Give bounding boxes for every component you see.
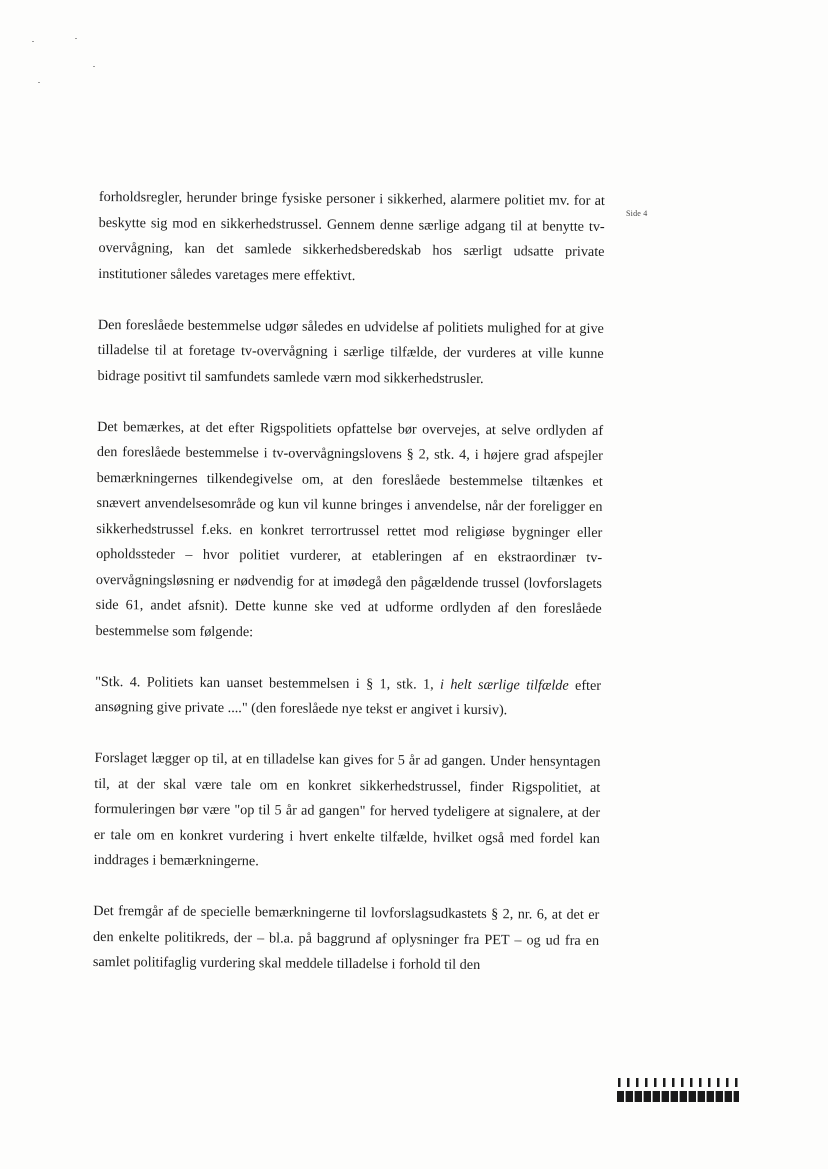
scan-speck [32,41,34,42]
paragraph: Det fremgår af de specielle bemærkningerne til lovforslagsudkastets § 2, nr. 6, at det er den enkelte politikreds, der – bl.a. på baggrund af oplysninger fra PET – og ud fra en samlet politifaglig vurdering skal meddele tilladelse i forhold til den [92,902,600,974]
barcode-mark [616,1074,740,1104]
page-number: Side 4 [626,209,648,218]
quote-text: "Stk. 4. Politiets kan uanset bestemmelsen i § 1, stk. 1, [95,673,441,693]
quote-text-end: efter ansøgning give private ...." (den foreslåede nye tekst er angivet i kursiv). [94,677,602,719]
quote-italic-text: i helt særlige tilfælde [439,676,569,694]
paragraph: Det bemærkes, at det efter Rigspolitiets opfattelse bør overvejes, at selve ordlyden af den foreslåede bestemmelse i tv-overvågningslovens § 2, stk. 4, i højere grad afspejler bemærkningernes tilkendegivelse om, at den foreslåede bestemmelse tiltænkes et snævert anvendelsesområde og kun vil kunne bringes i anvendelse, når der foreligger en sikkerhedstrussel f.eks. en konkret terrortrussel rettet mod religiøse bygninger eller opholdssteder – hvor politiet vurderer, at etableringen af en ekstraordinær tv-overvågningsløsning er nødvendig for at imødegå den pågældende trussel (lovforslagets side 61, andet afsnit). Dette kunne ske ved at udforme ordlyden af den foreslåede bestemmelse som følgende: [95,418,604,640]
scan-speck [75,38,77,39]
document-body [93,185,605,979]
scan-speck [93,66,95,67]
scan-speck [38,82,40,83]
paragraph: Den foreslåede bestemmelse udgør således en udvidelse af politiets mulighed for at give tilladelse til at foretage tv-overvågning i særlige tilfælde, der vurderes at ville kunne bidrage positivt til samfundets samlede værn mod sikkerhedstrusler. [97,316,604,387]
paragraph: forholdsregler, herunder bringe fysiske personer i sikkerhed, alarmere politiet mv. for at beskytte sig mod en sikkerhedstrussel. Gennem denne særlige adgang til at benytte tv-overvågning, kan det samlede sikkerhedsberedskab hos særligt udsatte private institutioner således varetages mere effektivt. [98,188,605,284]
paragraph-quote [95,669,601,724]
paragraph: Forslaget lægger op til, at en tilladelse kan gives for 5 år ad gangen. Under hensyntagen til, at der skal være tale om en konkret sikkerhedstrussel, finder Rigspolitiet, at formuleringen bør være "op til 5 år ad gangen" for herved tydeligere at signalere, at der er tale om en konkret vurdering i hvert enkelte tilfælde, hvilket også med fordel kan inddrages i bemærkningerne. [93,749,601,870]
